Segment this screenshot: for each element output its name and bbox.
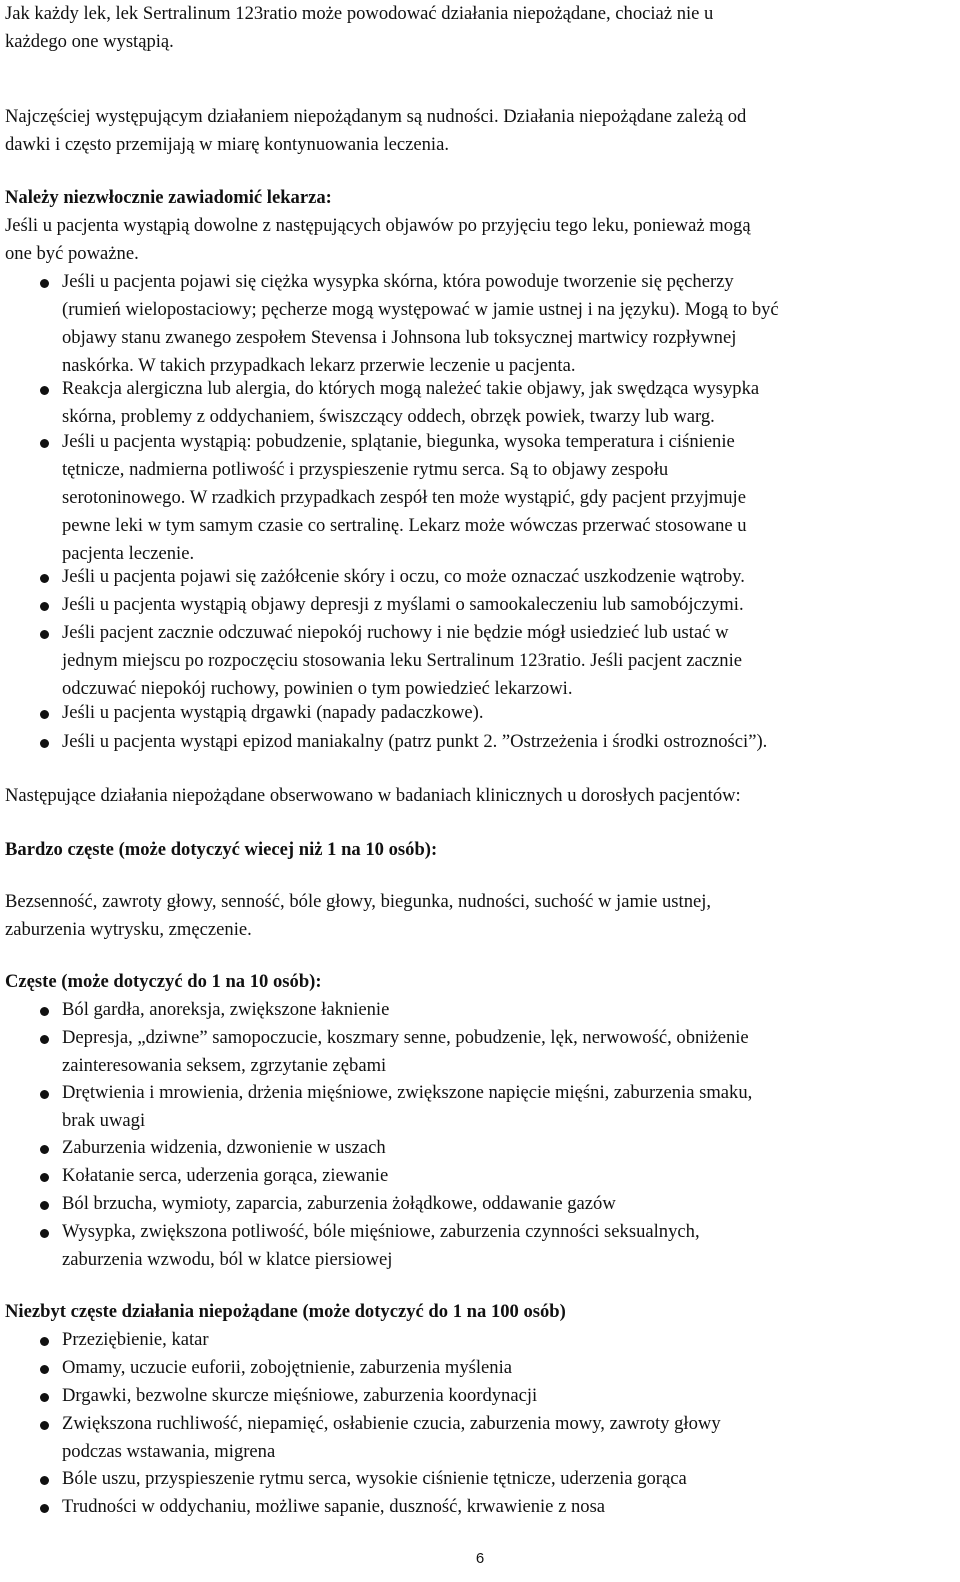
urgent-item-6-line-1: Jeśli pacjent zacznie odczuwać niepokój ruchowy i nie będzie mógł usiedzieć lub ustać w <box>62 622 729 643</box>
bullet-icon <box>40 279 49 288</box>
common-item-1: Ból gardła, anoreksja, zwiększone łaknienie <box>62 999 390 1020</box>
urgent-item-6-line-2: jednym miejscu po rozpoczęciu stosowania leku Sertralinum 123ratio. Jeśli pacjent zacznie <box>62 650 742 671</box>
bullet-icon <box>40 439 49 448</box>
urgent-item-6-line-3: odczuwać niepokój ruchowy, powinien o tym powiedzieć lekarzowi. <box>62 678 573 699</box>
uncommon-item-4-line-1: Zwiększona ruchliwość, niepamięć, osłabienie czucia, zaburzenia mowy, zawroty głowy <box>62 1413 721 1434</box>
urgent-item-3-line-3: serotoninowego. W rzadkich przypadkach zespół ten może wystąpić, gdy pacjent przyjmuje <box>62 487 746 508</box>
bullet-icon <box>40 1393 49 1402</box>
bullet-icon <box>40 1145 49 1154</box>
bullet-icon <box>40 1476 49 1485</box>
bullet-icon <box>40 1035 49 1044</box>
urgent-item-4-line-1: Jeśli u pacjenta pojawi się zażółcenie skóry i oczu, co może oznaczać uszkodzenie wątroby. <box>62 566 745 587</box>
very-common-heading: Bardzo częste (może dotyczyć wiecej niż 1 na 10 osób): <box>5 839 438 860</box>
common-heading: Częste (może dotyczyć do 1 na 10 osób): <box>5 971 322 992</box>
common-item-4: Zaburzenia widzenia, dzwonienie w uszach <box>62 1137 386 1158</box>
bullet-icon <box>40 739 49 748</box>
common-item-5: Kołatanie serca, uderzenia gorąca, ziewanie <box>62 1165 389 1186</box>
urgent-item-1-line-2: (rumień wielopostaciowy; pęcherze mogą występować w jamie ustnej i na języku). Mogą to być <box>62 299 779 320</box>
intro-line-2: każdego one wystąpią. <box>5 31 174 52</box>
common-item-7-line-2: zaburzenia wzwodu, ból w klatce piersiowej <box>62 1249 393 1270</box>
common-item-7-line-1: Wysypka, zwiększona potliwość, bóle mięśniowe, zaburzenia czynności seksualnych, <box>62 1221 700 1242</box>
common-item-3-line-1: Drętwienia i mrowienia, drżenia mięśniowe, zwiększone napięcie mięśni, zaburzenia smaku, <box>62 1082 753 1103</box>
bullet-icon <box>40 1007 49 1016</box>
urgent-item-2-line-1: Reakcja alergiczna lub alergia, do których mogą należeć takie objawy, jak swędząca wysypka <box>62 378 760 399</box>
uncommon-item-1: Przeziębienie, katar <box>62 1329 209 1350</box>
bullet-icon <box>40 710 49 719</box>
urgent-item-3-line-4: pewne leki w tym samym czasie co sertralinę. Lekarz może wówczas przerwać stosowane u <box>62 515 747 536</box>
urgent-item-1-line-4: naskórka. W takich przypadkach lekarz przerwie leczenie u pacjenta. <box>62 355 576 376</box>
uncommon-item-6: Trudności w oddychaniu, możliwe sapanie, duszność, krwawienie z nosa <box>62 1496 606 1517</box>
common-effect-line-2: dawki i często przemijają w miarę kontynuowania leczenia. <box>5 134 449 155</box>
bullet-icon <box>40 1201 49 1210</box>
bullet-icon <box>40 1421 49 1430</box>
urgent-item-7-line-1: Jeśli u pacjenta wystąpią drgawki (napady padaczkowe). <box>62 702 484 723</box>
bullet-icon <box>40 1173 49 1182</box>
very-common-line-2: zaburzenia wytrysku, zmęczenie. <box>5 919 252 940</box>
very-common-line-1: Bezsenność, zawroty głowy, senność, bóle głowy, biegunka, nudności, suchość w jamie ustnej, <box>5 891 712 912</box>
bullet-icon <box>40 386 49 395</box>
common-effect-line-1: Najczęściej występującym działaniem niepożądanym są nudności. Działania niepożądane zależą od <box>5 106 747 127</box>
common-item-6: Ból brzucha, wymioty, zaparcia, zaburzenia żołądkowe, oddawanie gazów <box>62 1193 616 1214</box>
urgent-line-1: Jeśli u pacjenta wystąpią dowolne z następujących objawów po przyjęciu tego leku, ponieważ mogą <box>5 215 751 236</box>
page-number: 6 <box>475 1550 485 1567</box>
bullet-icon <box>40 1090 49 1099</box>
urgent-line-2: one być poważne. <box>5 243 139 264</box>
urgent-item-2-line-2: skórna, problemy z oddychaniem, świszczący oddech, obrzęk powiek, twarzy lub warg. <box>62 406 715 427</box>
intro-line-1: Jak każdy lek, lek Sertralinum 123ratio może powodować działania niepożądane, chociaż nie u <box>5 3 714 24</box>
uncommon-item-2: Omamy, uczucie euforii, zobojętnienie, zaburzenia myślenia <box>62 1357 513 1378</box>
urgent-item-3-line-2: tętnicze, nadmierna potliwość i przyspieszenie rytmu serca. Są to objawy zespołu <box>62 459 669 480</box>
uncommon-item-5: Bóle uszu, przyspieszenie rytmu serca, wysokie ciśnienie tętnicze, uderzenia gorąca <box>62 1468 687 1489</box>
bullet-icon <box>40 1229 49 1238</box>
clinical-intro: Następujące działania niepożądane obserwowano w badaniach klinicznych u dorosłych pacjentów: <box>5 785 741 806</box>
bullet-icon <box>40 1504 49 1513</box>
bullet-icon <box>40 602 49 611</box>
urgent-item-3-line-1: Jeśli u pacjenta wystąpią: pobudzenie, splątanie, biegunka, wysoka temperatura i ciśnienie <box>62 431 735 452</box>
bullet-icon <box>40 574 49 583</box>
common-item-2-line-2: zainteresowania seksem, zgrzytanie zębami <box>62 1055 387 1076</box>
urgent-heading: Należy niezwłocznie zawiadomić lekarza: <box>5 187 332 208</box>
urgent-item-5-line-1: Jeśli u pacjenta wystąpią objawy depresji z myślami o samookaleczeniu lub samobójczymi. <box>62 594 744 615</box>
bullet-icon <box>40 1337 49 1346</box>
urgent-item-1-line-1: Jeśli u pacjenta pojawi się ciężka wysypka skórna, która powoduje tworzenie się pęcherzy <box>62 271 734 292</box>
urgent-item-3-line-5: pacjenta leczenie. <box>62 543 195 564</box>
urgent-item-8-line-1: Jeśli u pacjenta wystąpi epizod maniakalny (patrz punkt 2. ”Ostrzeżenia i środki ostrozności”). <box>62 731 768 752</box>
urgent-item-1-line-3: objawy stanu zwanego zespołem Stevensa i Johnsona lub toksycznej martwicy rozpływnej <box>62 327 737 348</box>
common-item-3-line-2: brak uwagi <box>62 1110 146 1131</box>
uncommon-item-4-line-2: podczas wstawania, migrena <box>62 1441 276 1462</box>
bullet-icon <box>40 1365 49 1374</box>
uncommon-item-3: Drgawki, bezwolne skurcze mięśniowe, zaburzenia koordynacji <box>62 1385 538 1406</box>
bullet-icon <box>40 630 49 639</box>
common-item-2-line-1: Depresja, „dziwne” samopoczucie, koszmary senne, pobudzenie, lęk, nerwowość, obniżenie <box>62 1027 749 1048</box>
uncommon-heading: Niezbyt częste działania niepożądane (może dotyczyć do 1 na 100 osób) <box>5 1301 566 1322</box>
